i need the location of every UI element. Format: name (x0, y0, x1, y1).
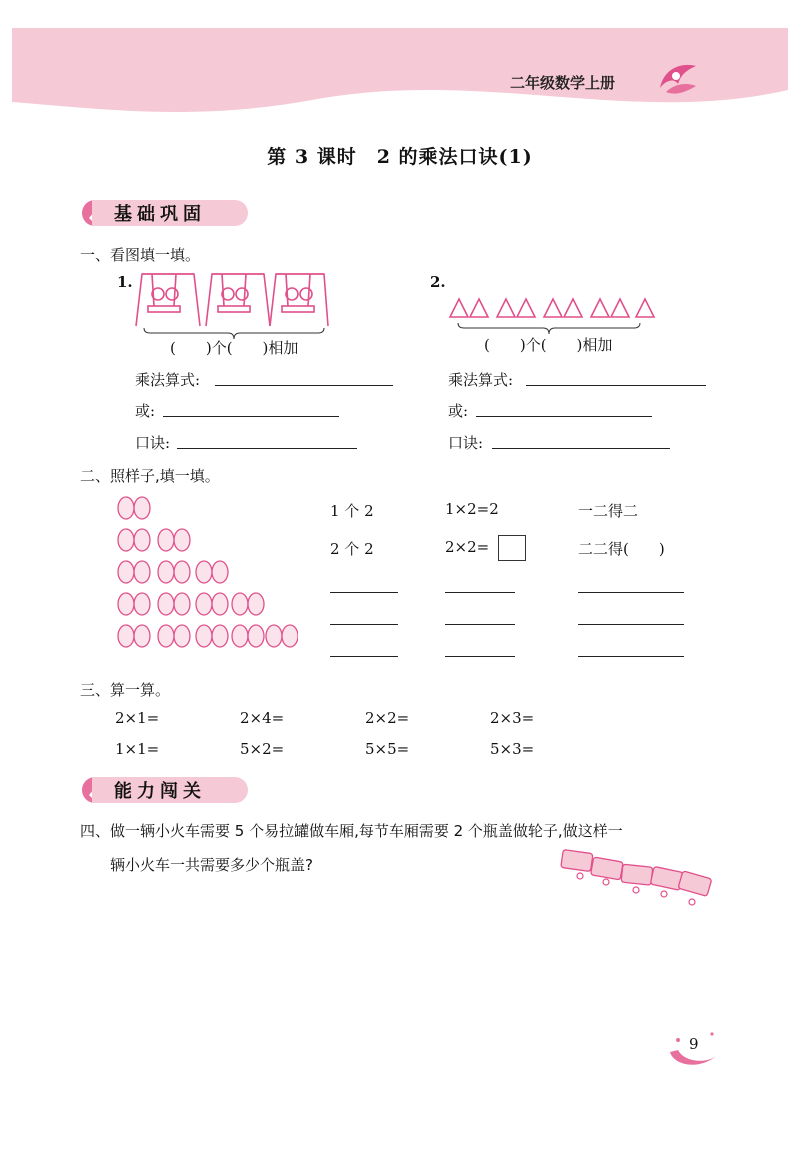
blank-eq-5[interactable] (445, 656, 515, 657)
blank-count-3[interactable] (330, 592, 398, 593)
question-2-heading: 二、照样子,填一填。 (80, 467, 220, 485)
calc-r1-c2: 2×4= (240, 709, 285, 727)
label-rhyme-1: 口诀: (135, 434, 171, 452)
blank-count-4[interactable] (330, 624, 398, 625)
blank-rhyme-4[interactable] (578, 624, 684, 625)
brace-2 (456, 321, 642, 335)
problem-1-number: 1. (117, 273, 133, 291)
calc-r1-c3: 2×2= (365, 709, 410, 727)
calc-r2-c4: 5×3= (490, 740, 535, 758)
banner-text: 基础巩固 (114, 204, 206, 225)
section-banner-basic (80, 198, 250, 228)
blank-eq-3[interactable] (445, 592, 515, 593)
calc-r2-c3: 5×5= (365, 740, 410, 758)
q2-row2-count: 2 个 2 (330, 540, 374, 558)
label-rhyme-2: 口诀: (448, 434, 484, 452)
answer-box[interactable] (498, 535, 526, 561)
q2-row2-eq: 2×2= (445, 538, 490, 556)
blank-count-5[interactable] (330, 656, 398, 657)
can-train-illustration (560, 848, 720, 908)
q2-row1-count: 1 个 2 (330, 502, 374, 520)
question-3-heading: 三、算一算。 (80, 681, 171, 699)
question-4-line2: 辆小火车一共需要多少个瓶盖? (110, 856, 313, 874)
label-or-1: 或: (135, 402, 156, 420)
calc-r1-c1: 2×1= (115, 709, 160, 727)
calc-r2-c1: 1×1= (115, 740, 160, 758)
banner-text: 能力闯关 (114, 781, 206, 802)
label-mult-2: 乘法算式: (448, 371, 514, 389)
triangles-illustration (448, 297, 660, 319)
q2-row1-eq: 1×2=2 (445, 500, 499, 518)
mittens-illustration (114, 494, 298, 666)
calc-r1-c4: 2×3= (490, 709, 535, 727)
blank-eq-4[interactable] (445, 624, 515, 625)
swings-illustration (132, 270, 332, 328)
page-title: 第 3 课时 2 的乘法口诀(1) (267, 146, 533, 168)
problem-2-caption: ( )个( )相加 (484, 336, 613, 354)
answer-line-mult-1[interactable] (215, 385, 393, 386)
blank-rhyme-3[interactable] (578, 592, 684, 593)
question-4-line1: 四、做一辆小火车需要 5 个易拉罐做车厢,每节车厢需要 2 个瓶盖做轮子,做这样一 (80, 822, 623, 840)
page-number: 9 (689, 1035, 699, 1053)
problem-1-caption: ( )个( )相加 (170, 339, 299, 357)
answer-line-or-1[interactable] (163, 416, 339, 417)
q2-row1-rhyme: 一二得二 (578, 502, 639, 520)
section-banner-ability (80, 775, 250, 805)
answer-line-mult-2[interactable] (526, 385, 706, 386)
label-mult-1: 乘法算式: (135, 371, 201, 389)
blank-rhyme-5[interactable] (578, 656, 684, 657)
book-logo-icon (656, 58, 700, 98)
calc-r2-c2: 5×2= (240, 740, 285, 758)
answer-line-rhyme-1[interactable] (177, 448, 357, 449)
grade-label: 二年级数学上册 (510, 74, 616, 92)
problem-2-number: 2. (430, 273, 446, 291)
question-1-heading: 一、看图填一填。 (80, 246, 201, 264)
answer-line-rhyme-2[interactable] (492, 448, 670, 449)
q2-row2-rhyme: 二二得( ) (578, 540, 665, 558)
label-or-2: 或: (448, 402, 469, 420)
answer-line-or-2[interactable] (476, 416, 652, 417)
